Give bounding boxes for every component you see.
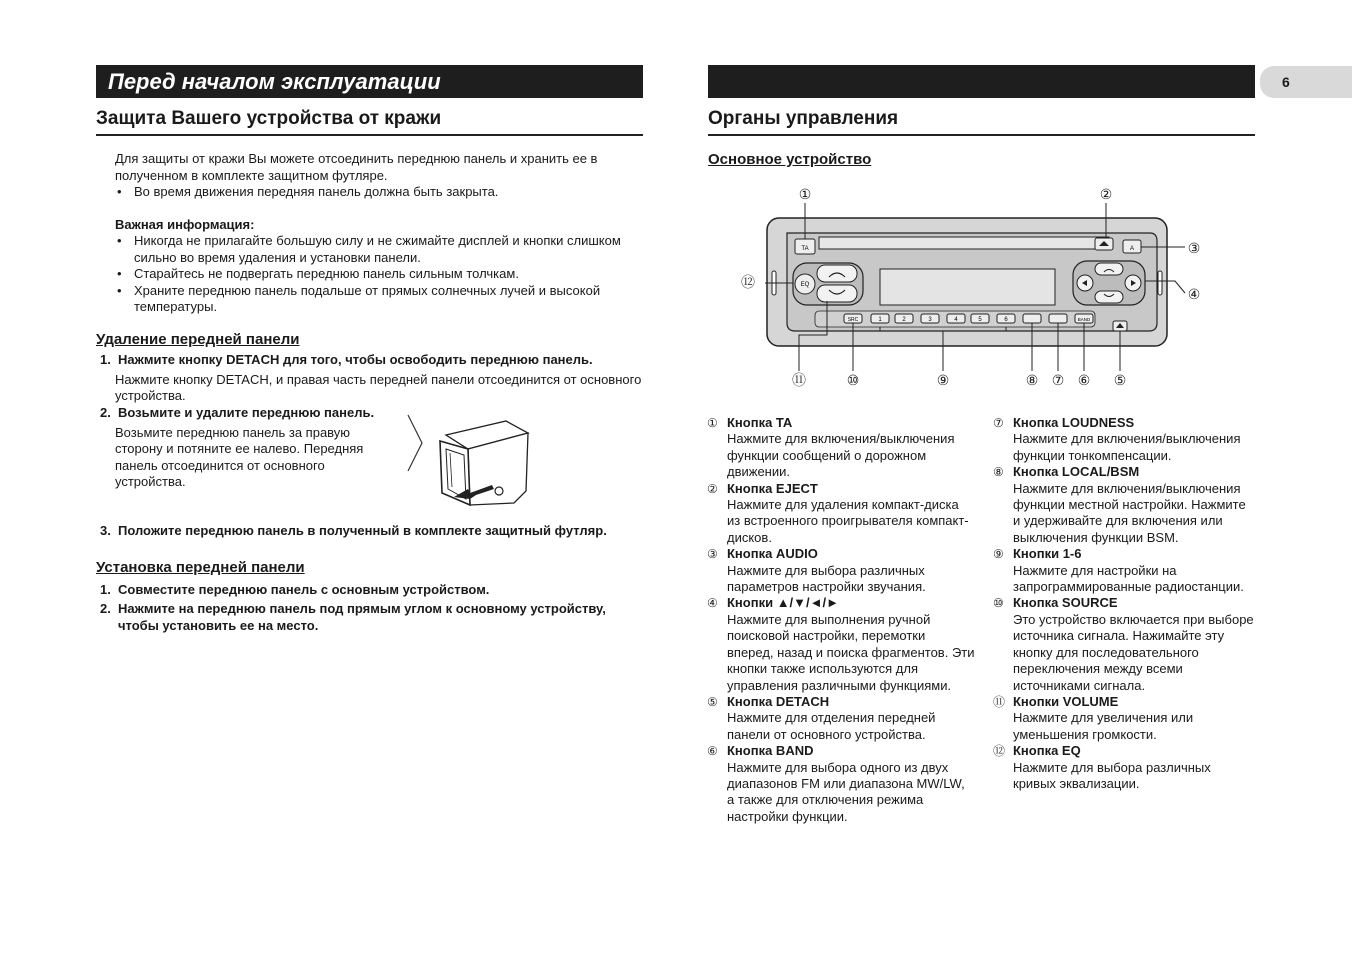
- legend-number: ④: [707, 596, 718, 611]
- legend-number: ②: [707, 481, 718, 496]
- legend-number: ⑤: [707, 694, 718, 709]
- legend-item: [707, 481, 975, 547]
- legend-title: Кнопка TA: [727, 415, 793, 430]
- subsection-title: Основное устройство: [708, 151, 872, 168]
- list-item: • Храните переднюю панель подальше от прямых солнечных лучей и высокой температуры.: [115, 283, 643, 316]
- callout-7: ⑦: [1051, 372, 1065, 388]
- legend-text: Нажмите для выполнения ручной поисковой настройки, перемотки вперед, назад и поиска фрагментов. Эти кнопки также используются для управления различными функциями.: [727, 611, 975, 693]
- svg-text:4: 4: [954, 317, 958, 323]
- cd-slot: [819, 237, 1109, 249]
- legend-number: ⑩: [993, 596, 1004, 611]
- page-number-tab: [1260, 66, 1352, 98]
- legend-item: [707, 595, 975, 693]
- callout-6: ⑥: [1077, 372, 1091, 388]
- removal-step-3: [100, 523, 643, 540]
- step-description: Возьмите переднюю панель за правую сторону и потяните ее налево. Передняя панель отсоединится от основного устройства.: [115, 424, 364, 489]
- theft-protection-block: [115, 151, 643, 316]
- display: [880, 269, 1055, 305]
- right-banner: [708, 65, 1255, 98]
- legend-item: [707, 694, 975, 743]
- step-number: 2.: [100, 405, 111, 420]
- right-section-title: Органы управления: [708, 108, 1255, 136]
- callout-12: ⑫: [741, 274, 755, 290]
- legend-text: Нажмите для отделения передней панели от основного устройства.: [727, 710, 936, 742]
- install-step-1: [100, 582, 643, 599]
- legend-number: ⑪: [993, 694, 1006, 709]
- step-text: Положите переднюю панель в полученный в комплекте защитный футляр.: [118, 523, 607, 538]
- legend-text: Нажмите для выбора различных кривых эквализации.: [1013, 759, 1211, 791]
- svg-text:SRC: SRC: [847, 317, 859, 323]
- step-text: Нажмите кнопку DETACH для того, чтобы освободить переднюю панель.: [118, 352, 593, 367]
- removal-title: Удаление передней панели: [96, 331, 300, 348]
- legend-title: Кнопки 1-6: [1013, 546, 1082, 562]
- step-number: 3.: [100, 523, 111, 538]
- legend-number: ⑫: [993, 744, 1006, 759]
- step-description: Нажмите кнопку DETACH, и правая часть передней панели отсоединится от основного устройства.: [115, 371, 642, 403]
- callout-4: ④: [1187, 286, 1201, 302]
- legend-title: Кнопка EQ: [1013, 743, 1081, 759]
- callout-2: ②: [1099, 186, 1113, 202]
- legend-title: Кнопка DETACH: [727, 693, 830, 709]
- legend-title: Кнопка LOCAL/BSM: [1013, 464, 1140, 480]
- callout-9: ⑨: [936, 372, 950, 388]
- legend-text: Нажмите для включения/выключения функции сообщений о дорожном движении.: [727, 431, 955, 480]
- callout-1: ①: [798, 186, 812, 202]
- removal-step-1: [100, 352, 643, 405]
- list-item: • Никогда не прилагайте большую силу и не сжимайте дисплей и кнопки слишком сильно во время удаления и установки панели.: [115, 233, 643, 266]
- svg-text:5: 5: [978, 317, 982, 323]
- legend-title: Кнопки ▲/▼/◄/►: [727, 595, 839, 611]
- legend-item: [707, 415, 975, 481]
- list-item: • Старайтесь не подвергать переднюю панель сильным толчкам.: [115, 266, 643, 283]
- legend-item: [993, 415, 1255, 464]
- legend-text: Нажмите для удаления компакт-диска из встроенного проигрывателя компакт-дисков.: [727, 497, 969, 545]
- callout-11: ⑪: [792, 372, 806, 388]
- svg-text:EQ: EQ: [800, 282, 810, 288]
- intro-bullets: [115, 184, 643, 201]
- legend-text: Нажмите для включения/выключения функции местной настройки. Нажмите и удерживайте для включения или выключения функции BSM.: [1013, 480, 1246, 545]
- callout-3: ③: [1187, 240, 1201, 256]
- detach-illustration: [406, 413, 536, 513]
- left-section-title: Защита Вашего устройства от кражи: [96, 108, 643, 136]
- svg-text:A: A: [1129, 246, 1135, 252]
- svg-text:1: 1: [878, 317, 882, 323]
- step-number: 2.: [100, 601, 111, 616]
- legend-number: ⑨: [993, 547, 1004, 562]
- legend-text: Это устройство включается при выборе источника сигнала. Нажимайте эту кнопку для последовательного переключения между всеми источниками сигнала.: [1013, 611, 1254, 693]
- step-text: Совместите переднюю панель с основным устройством.: [118, 582, 490, 597]
- step-text: Возьмите и удалите переднюю панель.: [118, 405, 375, 420]
- legend-column-2: [993, 415, 1255, 792]
- legend-item: [707, 546, 975, 595]
- legend-title: Кнопка AUDIO: [727, 546, 818, 562]
- important-bullets: [115, 233, 643, 316]
- left-banner: [96, 65, 643, 98]
- important-heading: Важная информация:: [115, 216, 255, 232]
- legend-item: [993, 743, 1255, 792]
- local-bsm-button: [1023, 314, 1041, 323]
- legend-number: ⑦: [993, 416, 1004, 430]
- removal-step-2: [100, 405, 390, 491]
- legend-item: [993, 464, 1255, 546]
- install-step-2: [100, 601, 643, 634]
- legend-number: ①: [707, 416, 718, 430]
- legend-text: Нажмите для выбора одного из двух диапазонов FM или диапазона MW/LW, а также для отключения режима настройки функции.: [727, 759, 965, 824]
- legend-text: Нажмите для выбора различных параметров настройки звучания.: [727, 562, 926, 595]
- loudness-button: [1049, 314, 1067, 323]
- legend-column-1: [707, 415, 975, 825]
- step-number: 1.: [100, 352, 111, 367]
- install-title: Установка передней панели: [96, 559, 305, 576]
- head-unit-diagram: [735, 185, 1225, 395]
- legend-number: ⑥: [707, 744, 718, 759]
- legend-title: Кнопки VOLUME: [1013, 693, 1119, 709]
- legend-title: Кнопка LOUDNESS: [1013, 415, 1135, 430]
- intro-paragraph: Для защиты от кражи Вы можете отсоединить переднюю панель и хранить ее в полученном в комплекте защитном футляре.: [115, 151, 598, 183]
- legend-text: Нажмите для настройки на запрограммированные радиостанции.: [1013, 562, 1244, 595]
- page-number: 6: [1282, 74, 1290, 90]
- legend-text: Нажмите для увеличения или уменьшения громкости.: [1013, 710, 1194, 742]
- legend-text: Нажмите для включения/выключения функции тонкомпенсации.: [1013, 431, 1241, 463]
- legend-item: [993, 595, 1255, 693]
- svg-text:BAND: BAND: [1077, 317, 1091, 322]
- legend-title: Кнопка BAND: [727, 743, 814, 759]
- callout-10: ⑩: [846, 372, 860, 388]
- legend-item: [707, 743, 975, 825]
- banner-title: Перед началом эксплуатации: [108, 69, 441, 94]
- legend-title: Кнопка EJECT: [727, 480, 818, 496]
- step-number: 1.: [100, 582, 111, 597]
- svg-text:TA: TA: [801, 246, 809, 252]
- svg-text:3: 3: [928, 317, 932, 323]
- callout-8: ⑧: [1025, 372, 1039, 388]
- legend-item: [993, 546, 1255, 595]
- list-item: • Во время движения передняя панель должна быть закрыта.: [115, 184, 643, 201]
- svg-text:6: 6: [1004, 317, 1008, 323]
- svg-text:2: 2: [902, 317, 906, 323]
- legend-item: [993, 694, 1255, 743]
- callout-5: ⑤: [1113, 372, 1127, 388]
- legend-number: ⑧: [993, 465, 1004, 480]
- legend-title: Кнопка SOURCE: [1013, 595, 1118, 611]
- step-text: Нажмите на переднюю панель под прямым углом к основному устройству, чтобы установить ее на место.: [118, 601, 606, 633]
- legend-number: ③: [707, 547, 718, 562]
